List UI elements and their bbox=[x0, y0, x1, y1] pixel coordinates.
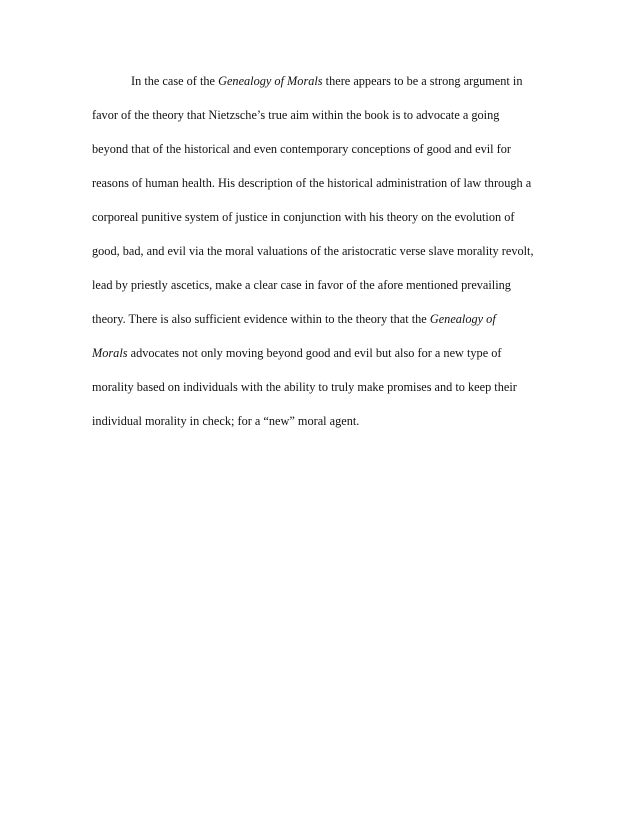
text-run: favor of the theory that Nietzsche’s true aim within the book is to advocate a going bbox=[92, 108, 500, 122]
paragraph bbox=[92, 64, 562, 438]
paragraph-line bbox=[92, 234, 562, 268]
book-title-italic: Genealogy of bbox=[429, 312, 496, 326]
text-run: theory. There is also sufficient evidence within to the theory that the bbox=[92, 312, 430, 326]
text-run: there appears to be a strong argument in bbox=[322, 74, 523, 88]
text-run: lead by priestly ascetics, make a clear case in favor of the afore mentioned prevailing bbox=[92, 278, 511, 292]
text-run: individual morality in check; for a “new” moral agent. bbox=[92, 414, 360, 428]
text-run: corporeal punitive system of justice in conjunction with his theory on the evolution of bbox=[92, 210, 515, 224]
paragraph-line bbox=[92, 268, 562, 302]
paragraph-line bbox=[92, 98, 562, 132]
paragraph-line bbox=[92, 302, 562, 336]
text-run: morality based on individuals with the ability to truly make promises and to keep their bbox=[92, 380, 517, 394]
paragraph-line bbox=[92, 404, 562, 438]
text-run: advocates not only moving beyond good and evil but also for a new type of bbox=[127, 346, 502, 360]
book-title-italic: Genealogy of Morals bbox=[218, 74, 323, 88]
paragraph-line bbox=[92, 370, 562, 404]
paragraph-line bbox=[92, 336, 562, 370]
book-title-italic: Morals bbox=[92, 346, 128, 360]
text-run: In the case of the bbox=[131, 74, 219, 88]
text-run: beyond that of the historical and even contemporary conceptions of good and evil for bbox=[92, 142, 511, 156]
paragraph-line bbox=[92, 132, 562, 166]
paragraph-line bbox=[92, 166, 562, 200]
paragraph-line bbox=[92, 200, 562, 234]
text-run: reasons of human health. His description of the historical administration of law through a bbox=[92, 176, 532, 190]
text-run: good, bad, and evil via the moral valuations of the aristocratic verse slave morality revolt, bbox=[92, 244, 534, 258]
paragraph-line bbox=[92, 64, 562, 98]
